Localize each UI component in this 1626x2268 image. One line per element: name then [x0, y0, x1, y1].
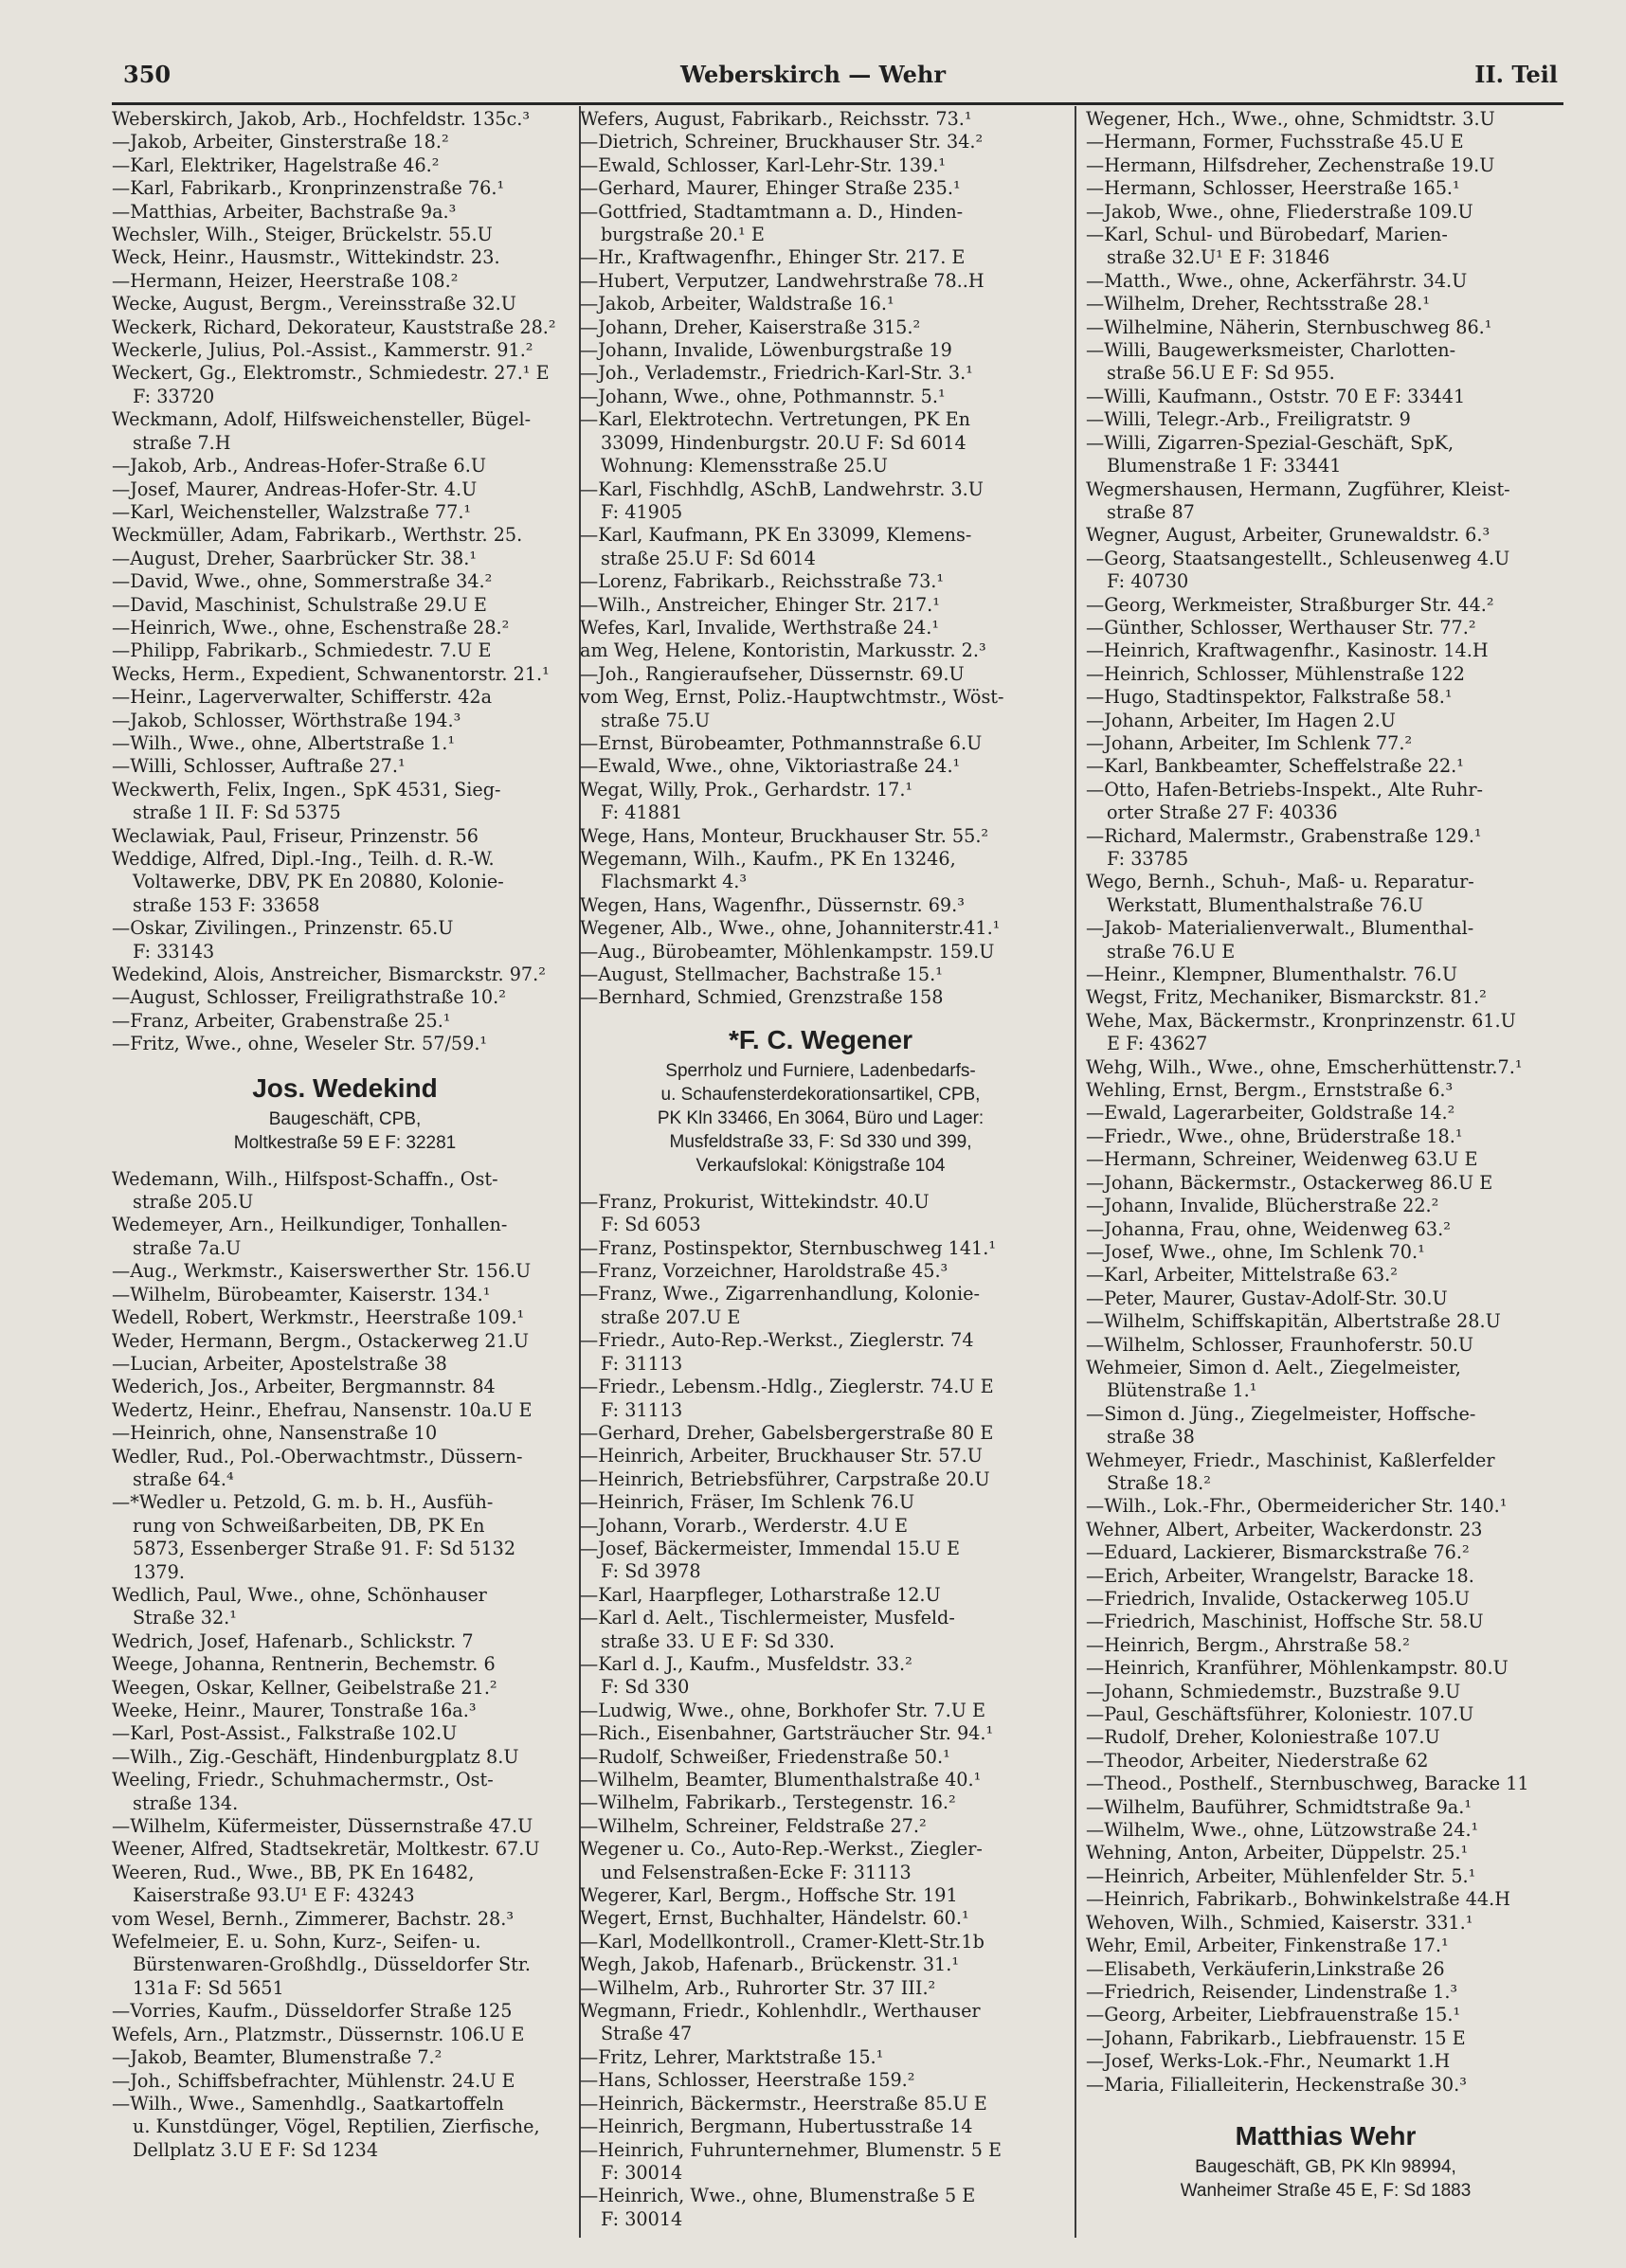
directory-entry: —Dietrich, Schreiner, Bruckhauser Str. 34.² — [580, 131, 984, 153]
directory-entry: —Friedrich, Reisender, Lindenstraße 1.³ — [1086, 1980, 1458, 2003]
directory-entry: Wehner, Albert, Arbeiter, Wackerdonstr. 23 — [1086, 1518, 1483, 1540]
directory-entry: —Wilhelm, Fabrikarb., Terstegenstr. 16.² — [580, 1791, 956, 1814]
directory-entry: Wehling, Ernst, Bergm., Ernststraße 6.³ — [1086, 1079, 1454, 1102]
directory-entry: —Georg, Staatsangestellt., Schleusenweg 4.U — [1086, 547, 1510, 569]
advertisement-line: Baugeschäft, CPB, — [268, 1108, 422, 1129]
directory-entry: Wederich, Jos., Arbeiter, Bergmannstr. 84 — [112, 1376, 496, 1398]
running-title: Weberskirch — Wehr — [680, 61, 946, 88]
directory-entry: —Wilh., Anstreicher, Ehinger Str. 217.¹ — [580, 593, 940, 616]
directory-entry: —Willi, Schlosser, Auftraße 27.¹ — [112, 755, 406, 778]
directory-entry: —Heinrich, ohne, Nansenstraße 10 — [112, 1422, 438, 1445]
directory-entry: Weckmann, Adolf, Hilfsweichensteller, Bügel- — [112, 408, 532, 431]
directory-entry: Wegat, Willy, Prok., Gerhardstr. 17.¹ — [580, 778, 913, 801]
directory-entry: —Joh., Rangieraufseher, Düssernstr. 69.U — [580, 662, 965, 685]
entry-continuation: F: Sd 6053 — [601, 1214, 701, 1236]
directory-entry: Wehning, Anton, Arbeiter, Düppelstr. 25.¹ — [1086, 1842, 1469, 1864]
directory-entry: —Jakob- Materialienverwalt., Blumenthal- — [1086, 917, 1474, 940]
directory-entry: Weener, Alfred, Stadtsekretär, Moltkestr. 67.U — [112, 1838, 540, 1861]
directory-entry: —Johann, Arbeiter, Im Hagen 2.U — [1086, 709, 1396, 731]
directory-entry: —Hermann, Hilfsdreher, Zechenstraße 19.U — [1086, 153, 1495, 176]
directory-entry: —Lorenz, Fabrikarb., Reichsstraße 73.¹ — [580, 570, 945, 593]
entry-continuation: Werkstatt, Blumenthalstraße 76.U — [1107, 893, 1424, 916]
directory-entry: Wegh, Jakob, Hafenarb., Brückenstr. 31.¹ — [580, 1953, 960, 1976]
directory-entry: —Hermann, Former, Fuchsstraße 45.U E — [1086, 131, 1464, 153]
advertisement-firm-name: *F. C. Wegener — [729, 1024, 912, 1054]
directory-entry: vom Wesel, Bernh., Zimmerer, Bachstr. 28.³ — [112, 1907, 515, 1930]
directory-entry: —Joh., Schiffsbefrachter, Mühlenstr. 24.U E — [112, 2069, 515, 2092]
display-advertisement — [112, 1070, 578, 1155]
entry-continuation: F: 30014 — [601, 2207, 683, 2230]
entry-continuation: straße 25.U F: Sd 6014 — [601, 547, 816, 569]
advertisement-line: Verkaufslokal: Königstraße 104 — [696, 1155, 946, 1176]
entry-continuation: burgstraße 20.¹ E — [601, 224, 765, 246]
directory-entry: —Karl, Arbeiter, Mittelstraße 63.² — [1086, 1264, 1398, 1287]
directory-entry: —Gottfried, Stadtamtmann a. D., Hinden- — [580, 200, 964, 223]
directory-entry: —Ewald, Lagerarbeiter, Goldstraße 14.² — [1086, 1102, 1455, 1125]
directory-entry: —Johann, Vorarb., Werderstr. 4.U E — [580, 1514, 909, 1537]
directory-entry: Weeren, Rud., Wwe., BB, PK En 16482, — [112, 1861, 475, 1883]
display-advertisement — [580, 1021, 1061, 1178]
directory-entry: Weeke, Heinr., Maurer, Tonstraße 16a.³ — [112, 1700, 477, 1721]
directory-entry: Weddige, Alfred, Dipl.-Ing., Teilh. d. R.-W. — [112, 848, 495, 870]
entry-continuation: F: 33143 — [133, 940, 215, 963]
directory-entry: —August, Dreher, Saarbrücker Str. 38.¹ — [112, 547, 478, 569]
directory-entry: —Wilhelm, Schlosser, Fraunhoferstr. 50.U — [1086, 1333, 1474, 1356]
entry-continuation: F: 41881 — [601, 801, 683, 824]
directory-entry: —Rudolf, Dreher, Koloniestraße 107.U — [1086, 1726, 1440, 1749]
directory-entry: Wefes, Karl, Invalide, Werthstraße 24.¹ — [580, 616, 940, 639]
directory-entry: Wehmeier, Simon d. Aelt., Ziegelmeister, — [1086, 1356, 1461, 1378]
directory-entry: —Wilhelm, Küfermeister, Düssernstraße 47.U — [112, 1815, 533, 1838]
directory-entry: —Willi, Zigarren-Spezial-Geschäft, SpK, — [1086, 431, 1454, 454]
directory-entry: —Georg, Werkmeister, Straßburger Str. 44.² — [1086, 593, 1494, 616]
column-1 — [112, 108, 578, 2162]
directory-entry: Wecks, Herm., Expedient, Schwanentorstr. 21.¹ — [112, 662, 550, 685]
directory-entry: Wegst, Fritz, Mechaniker, Bismarckstr. 81.² — [1086, 986, 1487, 1009]
directory-entry: —Ernst, Bürobeamter, Pothmannstraße 6.U — [580, 731, 983, 754]
directory-entry: —Josef, Maurer, Andreas-Hofer-Str. 4.U — [112, 477, 478, 500]
directory-entry: —Richard, Malermstr., Grabenstraße 129.¹ — [1086, 824, 1482, 847]
directory-entry: Wegmann, Friedr., Kohlenhdlr., Werthauser — [580, 2000, 981, 2023]
directory-entry: —Wilh., Wwe., Samenhdlg., Saatkartoffeln — [112, 2092, 504, 2115]
column-divider — [1075, 106, 1076, 2238]
entry-continuation: F: 41905 — [601, 500, 683, 523]
directory-entry: Wedekind, Alois, Anstreicher, Bismarckstr. 97.² — [112, 963, 546, 986]
directory-entry: —Peter, Maurer, Gustav-Adolf-Str. 30.U — [1086, 1287, 1448, 1309]
directory-entry: —Ewald, Wwe., ohne, Viktoriastraße 24.¹ — [580, 755, 961, 778]
directory-entry: Weegen, Oskar, Kellner, Geibelstraße 21.² — [112, 1676, 497, 1699]
directory-entry: —Vorries, Kaufm., Düsseldorfer Straße 125 — [112, 2000, 513, 2023]
directory-entry: —Karl, Elektrotechn. Vertretungen, PK En — [580, 408, 970, 431]
directory-entry: vom Weg, Ernst, Poliz.-Hauptwchtmstr., Wöst- — [580, 686, 1004, 709]
entry-continuation: F: 30014 — [601, 2161, 683, 2184]
directory-entry: —Heinrich, Bergm., Ahrstraße 58.² — [1086, 1633, 1410, 1656]
directory-entry: —Wilh., Zig.-Geschäft, Hindenburgplatz 8.U — [112, 1745, 519, 1768]
entry-continuation: straße 64.⁴ — [133, 1467, 234, 1490]
directory-entry: Wehmeyer, Friedr., Maschinist, Kaßlerfelder — [1086, 1449, 1495, 1471]
directory-entry: —Jakob, Schlosser, Wörthstraße 194.³ — [112, 709, 461, 731]
directory-entry: Wehoven, Wilh., Schmied, Kaiserstr. 331.¹ — [1086, 1911, 1473, 1934]
entry-continuation: F: 33720 — [133, 385, 215, 407]
entry-continuation: Blütenstraße 1.¹ — [1107, 1379, 1257, 1402]
directory-entry: —Bernhard, Schmied, Grenzstraße 158 — [580, 986, 944, 1009]
directory-entry: —Wilhelm, Schiffskapitän, Albertstraße 28.U — [1086, 1310, 1501, 1333]
directory-entry: —Aug., Werkmstr., Kaiserswerther Str. 156.U — [112, 1260, 532, 1283]
directory-entry: —Jakob, Beamter, Blumenstraße 7.² — [112, 2046, 443, 2069]
directory-entry: —Heinrich, Bergmann, Hubertusstraße 14 — [580, 2115, 973, 2138]
directory-entry: —Heinrich, Wwe., ohne, Eschenstraße 28.² — [112, 616, 510, 639]
directory-entry: —Paul, Geschäftsführer, Koloniestr. 107.U — [1086, 1703, 1474, 1726]
directory-entry: Wegert, Ernst, Buchhalter, Händelstr. 60.¹ — [580, 1907, 969, 1930]
directory-entry: —Ludwig, Wwe., ohne, Borkhofer Str. 7.U E — [580, 1699, 986, 1721]
directory-entry: —Johann, Wwe., ohne, Pothmannstr. 5.¹ — [580, 385, 946, 407]
directory-entry: —*Wedler u. Petzold, G. m. b. H., Ausfüh- — [112, 1491, 494, 1514]
directory-entry: —Johann, Schmiedemstr., Buzstraße 9.U — [1086, 1680, 1461, 1702]
advertisement-firm-name: Matthias Wehr — [1235, 2120, 1417, 2151]
directory-entry: —Eduard, Lackierer, Bismarckstraße 76.² — [1086, 1541, 1470, 1564]
directory-entry: —Heinrich, Arbeiter, Bruckhauser Str. 57.U — [580, 1445, 983, 1467]
directory-entry: Wefels, Arn., Platzmstr., Düssernstr. 106.U E — [112, 2023, 525, 2045]
directory-entry: —Erich, Arbeiter, Wrangelstr, Baracke 18. — [1086, 1564, 1474, 1587]
directory-entry: —Theod., Posthelf., Sternbuschweg, Baracke 11 — [1086, 1773, 1529, 1795]
directory-entry: —Heinrich, Arbeiter, Mühlenfelder Str. 5.¹ — [1086, 1864, 1476, 1887]
directory-entry: Weder, Hermann, Bergm., Ostackerweg 21.U — [112, 1329, 530, 1352]
directory-entry: —Josef, Werks-Lok.-Fhr., Neumarkt 1.H — [1086, 2050, 1451, 2073]
directory-entry: —Johann, Invalide, Löwenburgstraße 19 — [580, 339, 952, 362]
directory-entry: —Heinrich, Wwe., ohne, Blumenstraße 5 E — [580, 2185, 976, 2207]
entry-continuation: straße 56.U E F: Sd 955. — [1107, 362, 1335, 385]
directory-entry: Wedlich, Paul, Wwe., ohne, Schönhauser — [112, 1583, 487, 1606]
directory-entry: Weberskirch, Jakob, Arb., Hochfeldstr. 135c.³ — [112, 108, 531, 130]
directory-entry: —Hubert, Verputzer, Landwehrstraße 78..H — [580, 269, 985, 292]
directory-entry: Wedrich, Josef, Hafenarb., Schlickstr. 7 — [112, 1629, 474, 1652]
directory-entry: —Karl, Weichensteller, Walzstraße 77.¹ — [112, 500, 472, 523]
directory-entry: —Hugo, Stadtinspektor, Falkstraße 58.¹ — [1086, 686, 1453, 709]
directory-entry: Wegener u. Co., Auto-Rep.-Werkst., Ziegler- — [580, 1838, 983, 1861]
directory-entry: —Johann, Arbeiter, Im Schlenk 77.² — [1086, 731, 1413, 754]
directory-entry: —Hermann, Schreiner, Weidenweg 63.U E — [1086, 1148, 1478, 1171]
directory-entry: —Karl, Post-Assist., Falkstraße 102.U — [112, 1722, 458, 1745]
advertisement-line: Musfeldstraße 33, F: Sd 330 und 399, — [669, 1131, 972, 1152]
directory-entry: Wegner, August, Arbeiter, Grunewaldstr. 6.³ — [1086, 524, 1490, 547]
directory-entry: Weege, Johanna, Rentnerin, Bechemstr. 6 — [112, 1653, 496, 1676]
directory-entry: Wegener, Alb., Wwe., ohne, Johanniterstr.41.¹ — [580, 917, 1001, 940]
directory-entry: —Karl, Fabrikarb., Kronprinzenstraße 76.¹ — [112, 177, 505, 200]
directory-entry: —Günther, Schlosser, Werthauser Str. 77.² — [1086, 616, 1476, 639]
directory-entry: —Hr., Kraftwagenfhr., Ehinger Str. 217. E — [580, 246, 966, 269]
directory-entry: —Heinrich, Fräser, Im Schlenk 76.U — [580, 1491, 915, 1514]
directory-entry: —Wilhelm, Bürobeamter, Kaiserstr. 134.¹ — [112, 1283, 491, 1305]
directory-entry: Wedler, Rud., Pol.-Oberwachtmstr., Düssern- — [112, 1445, 523, 1467]
entry-continuation: F: Sd 330 — [601, 1676, 690, 1699]
directory-entry: —Karl, Kaufmann, PK En 33099, Klemens- — [580, 524, 972, 547]
directory-entry: —Gerhard, Maurer, Ehinger Straße 235.¹ — [580, 177, 961, 200]
entry-continuation: Kaiserstraße 93.U¹ E F: 43243 — [133, 1884, 415, 1907]
directory-entry: —Karl d. Aelt., Tischlermeister, Musfeld- — [580, 1607, 955, 1629]
page-number: 350 — [123, 61, 172, 88]
directory-entry: —Rich., Eisenbahner, Gartsträucher Str. 94.¹ — [580, 1722, 994, 1745]
directory-entry: Wehr, Emil, Arbeiter, Finkenstraße 17.¹ — [1086, 1935, 1449, 1957]
directory-entry: Wechsler, Wilh., Steiger, Brückelstr. 55.U — [112, 224, 493, 246]
directory-entry: —Josef, Wwe., ohne, Im Schlenk 70.¹ — [1086, 1240, 1425, 1263]
directory-entry: —Willi, Kaufmann., Oststr. 70 E F: 33441 — [1086, 385, 1466, 407]
advertisement-line: Wanheimer Straße 45 E, F: Sd 1883 — [1180, 2180, 1472, 2201]
directory-entry: —Otto, Hafen-Betriebs-Inspekt., Alte Ruhr- — [1086, 778, 1484, 801]
directory-entry: Wehe, Max, Bäckermstr., Kronprinzenstr. 61.U — [1086, 1009, 1516, 1032]
entry-continuation: straße 33. U E F: Sd 330. — [601, 1629, 835, 1652]
entry-continuation: straße 75.U — [601, 709, 711, 731]
directory-entry: Wego, Bernh., Schuh-, Maß- u. Reparatur- — [1086, 871, 1474, 893]
directory-entry: —Heinrich, Fuhrunternehmer, Blumenstr. 5 E — [580, 2138, 1003, 2161]
directory-entry: —Heinrich, Fabrikarb., Bohwinkelstraße 44.H — [1086, 1888, 1510, 1911]
directory-entry: —Friedr., Wwe., ohne, Brüderstraße 18.¹ — [1086, 1125, 1463, 1147]
directory-entry: —Karl, Bankbeamter, Scheffelstraße 22.¹ — [1086, 755, 1464, 778]
directory-entry: —Wilhelm, Schreiner, Feldstraße 27.² — [580, 1814, 927, 1837]
entry-continuation: straße 32.U¹ E F: 31846 — [1107, 246, 1330, 269]
entry-continuation: Flachsmarkt 4.³ — [601, 871, 748, 893]
entry-continuation: straße 76.U E — [1107, 940, 1236, 963]
entry-continuation: u. Kunstdünger, Vögel, Reptilien, Zierfische, — [133, 2115, 540, 2138]
directory-entry: Wedemann, Wilh., Hilfspost-Schaffn., Ost- — [112, 1167, 498, 1190]
advertisement-line: Sperrholz und Furniere, Ladenbedarfs- — [665, 1060, 976, 1081]
directory-entry: —Heinr., Lagerverwalter, Schifferstr. 42a — [112, 686, 493, 709]
directory-entry: Wedemeyer, Arn., Heilkundiger, Tonhallen- — [112, 1214, 508, 1236]
entry-continuation: Straße 32.¹ — [133, 1607, 237, 1629]
entry-continuation: F: 31113 — [601, 1352, 683, 1375]
directory-entry: —Wilhelm, Bauführer, Schmidtstraße 9a.¹ — [1086, 1795, 1472, 1818]
entry-continuation: 1379. — [133, 1560, 185, 1583]
directory-entry: Wegerer, Karl, Bergm., Hoffsche Str. 191 — [580, 1884, 958, 1907]
entry-continuation: straße 205.U — [133, 1191, 254, 1214]
directory-entry: —Wilhelm, Arb., Ruhrorter Str. 37 III.² — [580, 1976, 936, 1999]
entry-continuation: F: 31113 — [601, 1398, 683, 1421]
part-label: II. Teil — [1474, 61, 1558, 88]
advertisement-line: u. Schaufensterdekorationsartikel, CPB, — [660, 1084, 981, 1105]
directory-entry: Weckmüller, Adam, Fabrikarb., Werthstr. 25. — [112, 524, 523, 547]
directory-entry: —Heinrich, Kranführer, Möhlenkampstr. 80.U — [1086, 1657, 1509, 1680]
directory-entry: —Elisabeth, Verkäuferin,Linkstraße 26 — [1086, 1957, 1445, 1980]
directory-entry: Weckwerth, Felix, Ingen., SpK 4531, Sieg- — [112, 778, 501, 801]
directory-entry: —Johann, Fabrikarb., Liebfrauenstr. 15 E — [1086, 2026, 1466, 2049]
directory-entry: Weckerk, Richard, Dekorateur, Kauststraße 28.² — [112, 315, 556, 338]
directory-entry: Wegemann, Wilh., Kaufm., PK En 13246, — [580, 848, 956, 870]
directory-entry: —Wilh., Lok.-Fhr., Obermeidericher Str. 140.¹ — [1086, 1495, 1508, 1518]
directory-entry: —Joh., Verlademstr., Friedrich-Karl-Str. 3.¹ — [580, 362, 973, 385]
entry-continuation: Dellplatz 3.U E F: Sd 1234 — [133, 2138, 379, 2161]
entry-continuation: Bürstenwaren-Großhdlg., Düsseldorfer Str. — [133, 1953, 532, 1976]
entry-continuation: rung von Schweißarbeiten, DB, PK En — [133, 1514, 485, 1537]
directory-entry: am Weg, Helene, Kontoristin, Markusstr. 2.³ — [580, 639, 986, 662]
entry-continuation: straße 38 — [1107, 1426, 1195, 1449]
directory-entry: —Fritz, Wwe., ohne, Weseler Str. 57/59.¹ — [112, 1033, 488, 1055]
directory-entry: —Georg, Arbeiter, Liebfrauenstraße 15.¹ — [1086, 2004, 1461, 2026]
display-advertisement — [1086, 2117, 1565, 2203]
directory-entry: —Hans, Schlosser, Heerstraße 159.² — [580, 2069, 915, 2092]
directory-entry: Wecke, August, Bergm., Vereinsstraße 32.U — [112, 293, 516, 315]
directory-entry: —Karl, Haarpfleger, Lotharstraße 12.U — [580, 1583, 941, 1606]
directory-entry: —Josef, Bäckermeister, Immendal 15.U E — [580, 1537, 960, 1559]
directory-entry: —Friedr., Auto-Rep.-Werkst., Zieglerstr. 74 — [580, 1329, 974, 1352]
directory-entry: —Wilhelmine, Näherin, Sternbuschweg 86.¹ — [1086, 315, 1492, 338]
directory-entry: —Wilhelm, Dreher, Rechtsstraße 28.¹ — [1086, 293, 1431, 315]
entry-continuation: Voltawerke, DBV, PK En 20880, Kolonie- — [133, 871, 504, 893]
directory-entry: —Karl d. J., Kaufm., Musfeldstr. 33.² — [580, 1652, 912, 1675]
directory-entry: —August, Schlosser, Freiligrathstraße 10.² — [112, 986, 506, 1009]
directory-entry: —Johanna, Frau, ohne, Weidenweg 63.² — [1086, 1217, 1451, 1240]
entry-continuation: straße 7a.U — [133, 1236, 242, 1259]
directory-entry: —Karl, Schul- und Bürobedarf, Marien- — [1086, 224, 1448, 246]
directory-entry: —Jakob, Arbeiter, Waldstraße 16.¹ — [580, 293, 894, 315]
entry-continuation: F: 40730 — [1107, 570, 1189, 593]
directory-entry: —Matthias, Arbeiter, Bachstraße 9a.³ — [112, 200, 457, 223]
advertisement-line: PK Kln 33466, En 3064, Büro und Lager: — [657, 1107, 985, 1128]
directory-entry: —Friedrich, Invalide, Ostackerweg 105.U — [1086, 1588, 1471, 1610]
directory-entry: —Franz, Wwe., Zigarrenhandlung, Kolonie- — [580, 1283, 980, 1305]
directory-entry: —Friedrich, Maschinist, Hoffsche Str. 58.U — [1086, 1611, 1484, 1633]
directory-entry: —Heinr., Klempner, Blumenthalstr. 76.U — [1086, 963, 1458, 986]
entry-continuation: straße 1 II. F: Sd 5375 — [133, 801, 341, 824]
directory-entry: —Aug., Bürobeamter, Möhlenkampstr. 159.U — [580, 940, 995, 963]
directory-entry: —Matth., Wwe., ohne, Ackerfährstr. 34.U — [1086, 269, 1468, 292]
column-2 — [580, 108, 1061, 2231]
directory-entry: —Karl, Modellkontroll., Cramer-Klett-Str.1b — [580, 1930, 985, 1953]
advertisement-firm-name: Jos. Wedekind — [252, 1072, 438, 1103]
column-3 — [1086, 108, 1565, 2203]
entry-continuation: Wohnung: Klemensstraße 25.U — [601, 455, 888, 477]
directory-entry: Wedell, Robert, Werkmstr., Heerstraße 109.¹ — [112, 1306, 525, 1329]
directory-entry: —Fritz, Lehrer, Marktstraße 15.¹ — [580, 2045, 884, 2068]
directory-entry: —Rudolf, Schweißer, Friedenstraße 50.¹ — [580, 1745, 950, 1768]
directory-entry: —Wilhelm, Beamter, Blumenthalstraße 40.¹ — [580, 1769, 982, 1791]
directory-entry: —Franz, Prokurist, Wittekindstr. 40.U — [580, 1190, 930, 1213]
directory-entry: —Theodor, Arbeiter, Niederstraße 62 — [1086, 1749, 1429, 1772]
entry-continuation: straße 153 F: 33658 — [133, 893, 320, 916]
directory-entry: Wegener, Hch., Wwe., ohne, Schmidtstr. 3.U — [1086, 108, 1495, 130]
header-rule — [112, 102, 1563, 105]
directory-entry: Wefers, August, Fabrikarb., Reichsstr. 73.¹ — [580, 108, 972, 130]
page-header — [0, 61, 1626, 102]
directory-entry: Wegmershausen, Hermann, Zugführer, Kleist- — [1086, 477, 1510, 500]
directory-entry: —Jakob, Arbeiter, Ginsterstraße 18.² — [112, 131, 449, 153]
directory-entry: —Wilh., Wwe., ohne, Albertstraße 1.¹ — [112, 731, 456, 754]
directory-entry: —David, Maschinist, Schulstraße 29.U E — [112, 593, 487, 616]
entry-continuation: Straße 18.² — [1107, 1471, 1211, 1494]
advertisement-line: Moltkestraße 59 E F: 32281 — [233, 1132, 457, 1153]
directory-entry: —Johann, Invalide, Blücherstraße 22.² — [1086, 1195, 1439, 1217]
directory-entry: —Friedr., Lebensm.-Hdlg., Zieglerstr. 74.U E — [580, 1376, 994, 1398]
entry-continuation: 131a F: Sd 5651 — [133, 1976, 284, 1999]
entry-continuation: und Felsenstraßen-Ecke F: 31113 — [601, 1861, 912, 1883]
directory-entry: —Johann, Bäckermstr., Ostackerweg 86.U E — [1086, 1171, 1493, 1194]
directory-entry: Wedertz, Heinr., Ehefrau, Nansenstr. 10a.U E — [112, 1398, 533, 1421]
entry-continuation: 33099, Hindenburgstr. 20.U F: Sd 6014 — [601, 431, 967, 454]
entry-continuation: orter Straße 27 F: 40336 — [1107, 801, 1338, 824]
directory-entry: —Maria, Filialleiterin, Heckenstraße 30.³ — [1086, 2073, 1467, 2096]
directory-entry: —Wilhelm, Wwe., ohne, Lützowstraße 24.¹ — [1086, 1819, 1479, 1842]
directory-entry: —Simon d. Jüng., Ziegelmeister, Hoffsche- — [1086, 1402, 1476, 1425]
directory-entry: Weck, Heinr., Hausmstr., Wittekindstr. 23. — [112, 246, 500, 269]
advertisement-line: Baugeschäft, GB, PK Kln 98994, — [1195, 2156, 1456, 2177]
directory-entry: —Karl, Fischhdlg, ASchB, Landwehrstr. 3.U — [580, 477, 984, 500]
directory-entry: —David, Wwe., ohne, Sommerstraße 34.² — [112, 570, 493, 593]
entry-continuation: 5873, Essenberger Straße 91. F: Sd 5132 — [133, 1538, 516, 1560]
directory-entry: Weckerle, Julius, Pol.-Assist., Kammerstr. 91.² — [112, 339, 533, 362]
entry-continuation: Blumenstraße 1 F: 33441 — [1107, 455, 1342, 477]
directory-entry: Weckert, Gg., Elektromstr., Schmiedestr. 27.¹ E — [112, 362, 550, 385]
directory-entry: —Willi, Telegr.-Arb., Freiligratstr. 9 — [1086, 408, 1411, 431]
directory-entry: —Johann, Dreher, Kaiserstraße 315.² — [580, 315, 921, 338]
directory-entry: Weclawiak, Paul, Friseur, Prinzenstr. 56 — [112, 824, 479, 847]
directory-entry: Wefelmeier, E. u. Sohn, Kurz-, Seifen- u. — [112, 1931, 481, 1953]
directory-entry: —Philipp, Fabrikarb., Schmiedestr. 7.U E — [112, 639, 492, 662]
directory-entry: —Ewald, Schlosser, Karl-Lehr-Str. 139.¹ — [580, 153, 947, 176]
directory-entry: —Jakob, Arb., Andreas-Hofer-Straße 6.U — [112, 455, 486, 477]
entry-continuation: straße 207.U E — [601, 1305, 741, 1328]
entry-continuation: E F: 43627 — [1107, 1033, 1208, 1055]
directory-entry: —Franz, Postinspektor, Sternbuschweg 141.¹ — [580, 1236, 997, 1259]
directory-entry: Wehg, Wilh., Wwe., ohne, Emscherhüttenstr.7.¹ — [1086, 1055, 1523, 1078]
entry-continuation: Straße 47 — [601, 2023, 693, 2045]
entry-continuation: F: 33785 — [1107, 848, 1189, 870]
directory-entry: —Heinrich, Betriebsführer, Carpstraße 20.U — [580, 1467, 990, 1490]
directory-entry: —Heinrich, Schlosser, Mühlenstraße 122 — [1086, 662, 1465, 685]
directory-entry: —Gerhard, Dreher, Gabelsbergerstraße 80 E — [580, 1421, 994, 1444]
entry-continuation: straße 7.H — [133, 431, 231, 454]
directory-entry: —Franz, Vorzeichner, Haroldstraße 45.³ — [580, 1260, 948, 1283]
entry-continuation: F: Sd 3978 — [601, 1560, 701, 1583]
entry-continuation: straße 87 — [1107, 500, 1195, 523]
directory-entry: —Heinrich, Kraftwagenfhr., Kasinostr. 14.H — [1086, 639, 1489, 662]
directory-entry: —Franz, Arbeiter, Grabenstraße 25.¹ — [112, 1009, 451, 1032]
directory-entry: Weeling, Friedr., Schuhmachermstr., Ost- — [112, 1769, 494, 1791]
directory-entry: —Heinrich, Bäckermstr., Heerstraße 85.U E — [580, 2092, 987, 2115]
directory-entry: —Willi, Baugewerksmeister, Charlotten- — [1086, 339, 1456, 362]
directory-entry: —Hermann, Schlosser, Heerstraße 165.¹ — [1086, 177, 1460, 200]
directory-entry: —Jakob, Wwe., ohne, Fliederstraße 109.U — [1086, 200, 1473, 223]
entry-continuation: straße 134. — [133, 1791, 239, 1814]
directory-entry: —Lucian, Arbeiter, Apostelstraße 38 — [112, 1352, 447, 1375]
directory-entry: —Karl, Elektriker, Hagelstraße 46.² — [112, 153, 440, 176]
directory-entry: —Hermann, Heizer, Heerstraße 108.² — [112, 269, 459, 292]
directory-entry: Wegen, Hans, Wagenfhr., Düssernstr. 69.³ — [580, 893, 965, 916]
directory-entry: —Oskar, Zivilingen., Prinzenstr. 65.U — [112, 917, 454, 940]
directory-entry: Wege, Hans, Monteur, Bruckhauser Str. 55.² — [580, 824, 989, 847]
directory-entry: —August, Stellmacher, Bachstraße 15.¹ — [580, 963, 943, 986]
